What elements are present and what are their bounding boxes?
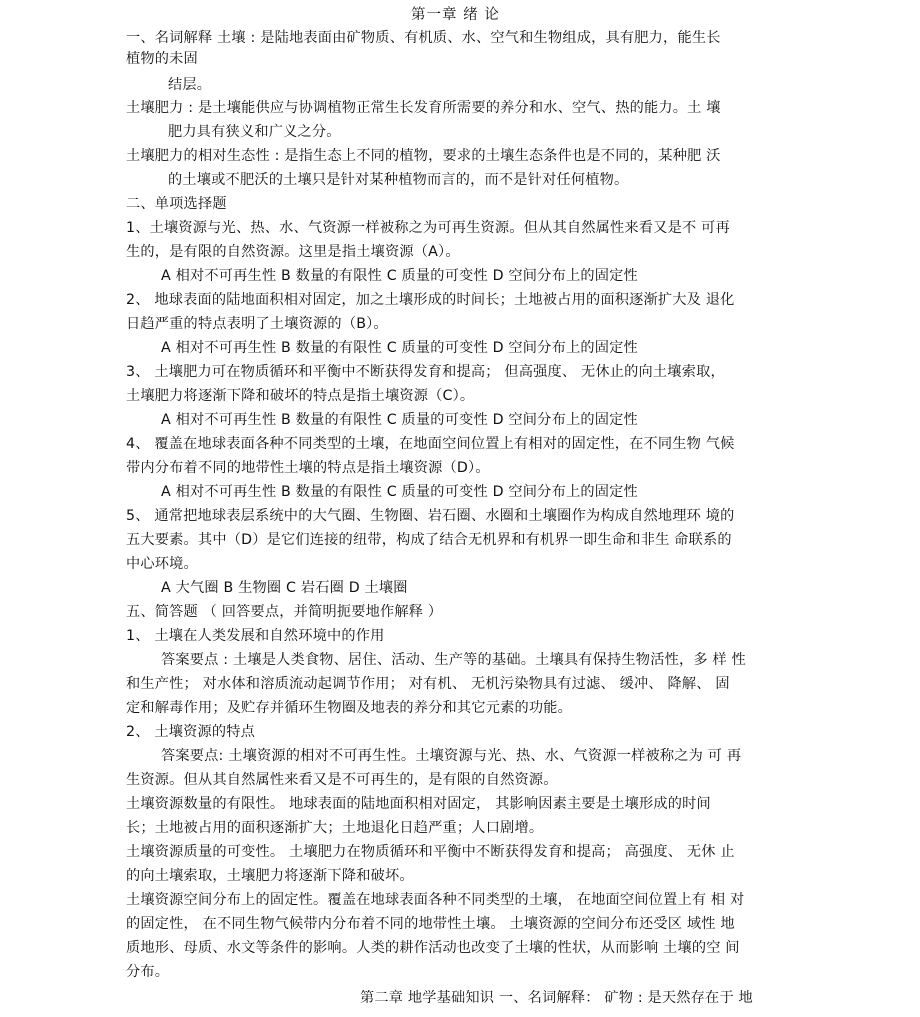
choice-options: A 相对不可再生性 B 数量的有限性 C 质量的可变性 D 空间分布上的固定性 xyxy=(161,484,638,500)
text-line: 4、 覆盖在地球表面各种不同类型的土壤，在地面空间位置上有相对的固定性，在不同生物 气候 xyxy=(126,436,735,452)
chapter-1-title: 第一章 绪 论 xyxy=(411,7,500,23)
text-line: 一、名词解释 土壤 : 是陆地表面由矿物质、有机质、水、空气和生物组成，具有肥力，能生长 xyxy=(126,30,721,46)
text-line: 生的，是有限的自然资源。这里是指土壤资源（A）。 xyxy=(126,244,460,260)
text-line: 结层。 xyxy=(168,77,212,93)
text-line: 土壤肥力的相对生态性 : 是指生态上不同的植物，要求的土壤生态条件也是不同的，某种肥 沃 xyxy=(126,148,721,164)
text-line: 的土壤或不肥沃的土壤只是针对某种植物而言的，而不是针对任何植物。 xyxy=(168,172,629,188)
choice-options: A 大气圈 B 生物圈 C 岩石圈 D 土壤圈 xyxy=(161,580,408,596)
text-line: 带内分布着不同的地带性土壤的特点是指土壤资源（D）。 xyxy=(126,460,490,476)
choice-options: A 相对不可再生性 B 数量的有限性 C 质量的可变性 D 空间分布上的固定性 xyxy=(161,340,638,356)
section-heading: 二、单项选择题 xyxy=(126,196,227,212)
question-heading: 2、 土壤资源的特点 xyxy=(126,724,256,740)
text-line: 的固定性， 在不同生物气候带内分布着不同的地带性土壤。 土壤资源的空间分布还受区 域性 地 xyxy=(126,916,735,932)
text-line: 答案要点: 土壤资源的相对不可再生性。土壤资源与光、热、水、气资源一样被称之为 可 再 xyxy=(161,748,742,764)
chapter-2-line: 第二章 地学基础知识 一、名词解释： 矿物 : 是天然存在于 地 xyxy=(360,990,753,1006)
text-line: 生资源。但从其自然属性来看又是不可再生的，是有限的自然资源。 xyxy=(126,772,558,788)
text-line: 中心环境。 xyxy=(126,556,198,572)
text-line: 土壤肥力 : 是土壤能供应与协调植物正常生长发育所需要的养分和水、空气、热的能力。土 壤 xyxy=(126,100,721,116)
text-line: 3、 土壤肥力可在物质循环和平衡中不断获得发育和提高； 但高强度、 无休止的向土壤索取， xyxy=(126,364,725,380)
text-line: 土壤肥力将逐渐下降和破坏的特点是指土壤资源（C）。 xyxy=(126,388,475,404)
text-line: 日趋严重的特点表明了土壤资源的（B）。 xyxy=(126,316,388,332)
text-line: 2、 地球表面的陆地面积相对固定，加之土壤形成的时间长；土地被占用的面积逐渐扩大及 退化 xyxy=(126,292,735,308)
text-line: 1、土壤资源与光、热、水、气资源一样被称之为可再生资源。但从其自然属性来看又是不 可再 xyxy=(126,220,730,236)
text-line: 长；土地被占用的面积逐渐扩大；土地退化日趋严重；人口剧增。 xyxy=(126,820,544,836)
text-line: 的向土壤索取，土壤肥力将逐渐下降和破坏。 xyxy=(126,868,414,884)
text-line: 土壤资源空间分布上的固定性。覆盖在地球表面各种不同类型的土壤， 在地面空间位置上有 相 对 xyxy=(126,892,745,908)
text-line: 定和解毒作用；及贮存并循环生物圈及地表的养分和其它元素的功能。 xyxy=(126,700,573,716)
choice-options: A 相对不可再生性 B 数量的有限性 C 质量的可变性 D 空间分布上的固定性 xyxy=(161,268,638,284)
text-line: 土壤资源质量的可变性。 土壤肥力在物质循环和平衡中不断获得发育和提高； 高强度、 无休 止 xyxy=(126,844,735,860)
text-line: 答案要点 : 土壤是人类食物、居住、活动、生产等的基础。土壤具有保持生物活性，多 样 性 xyxy=(161,652,746,668)
text-line: 质地形、母质、水文等条件的影响。人类的耕作活动也改变了土壤的性状，从而影响 土壤的空 间 xyxy=(126,940,740,956)
text-line: 5、 通常把地球表层系统中的大气圈、生物圈、岩石圈、水圈和土壤圈作为构成自然地理环 境的 xyxy=(126,508,735,524)
text-line: 五大要素。其中（D）是它们连接的纽带，构成了结合无机界和有机界一即生命和非生 命联系的 xyxy=(126,532,732,548)
text-line: 植物的未固 xyxy=(126,51,198,67)
text-line: 分布。 xyxy=(126,964,170,980)
section-heading: 五、简答题 （ 回答要点，并简明扼要地作解释 ） xyxy=(126,604,443,620)
text-line: 土壤资源数量的有限性。 地球表面的陆地面积相对固定， 其影响因素主要是土壤形成的时间 xyxy=(126,796,711,812)
text-line: 和生产性； 对水体和溶质流动起调节作用； 对有机、 无机污染物具有过滤、 缓冲、 降解、 固 xyxy=(126,676,730,692)
question-heading: 1、 土壤在人类发展和自然环境中的作用 xyxy=(126,628,385,644)
text-line: 肥力具有狭义和广义之分。 xyxy=(168,124,341,140)
choice-options: A 相对不可再生性 B 数量的有限性 C 质量的可变性 D 空间分布上的固定性 xyxy=(161,412,638,428)
